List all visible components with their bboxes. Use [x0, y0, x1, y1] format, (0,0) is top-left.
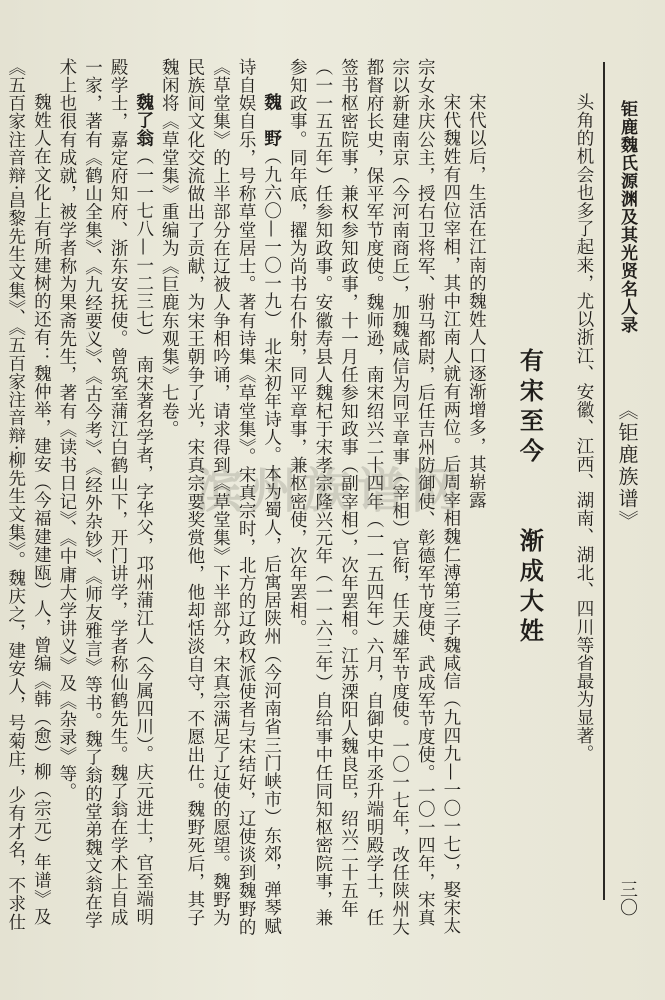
paragraph-text: （一一七八—一二三七） 南宋著名学者，字华父，邛州蒲江人（今属四川）。庆元进士，官至端明殿学士，嘉定府知府、浙东安抚使。曾筑室蒲江白鹤山下，开门讲学，学者称仙鹤先生。魏了翁在学术上自成一家，著有《鹤山全集》、《九经要义》、《古今考》、《经外杂钞》、《师友雅言》等书。魏了翁的堂弟魏文翁在学术上也很有成就，被学者称为果斋先生，著有《读书日记》、《中庸大学讲义》及《杂录》等。: [56, 58, 154, 930]
paragraph-text: （九六〇—一〇一九） 北宋初年诗人。本为蜀人，后寓居陕州（今河南省三门峡市）东郊，弹琴赋诗自娱自乐，号称草堂居士。著有诗集《草堂集》。宋真宗时，北方的辽政权派使者与宋结好，辽使谈到魏野的《草堂集》的上半部分在辽被人争相吟诵，请求得到《草堂集》下半部分，宋真宗满足了辽使的愿望。魏野为民族间文化交流做出了贡献，为宋王朝争了光，宋真宗要奖赏他，他却恬淡自守，不愿出仕。魏野死后，其子魏闲将《草堂集》重编为《巨鹿东观集》七卷。: [159, 58, 282, 937]
person-name: 魏了翁: [133, 93, 154, 148]
paragraph-1: 头角的机会也多了起来，尤以浙江、安徽、江西、湖南、湖北、四川等省最为显著。: [574, 93, 594, 763]
paragraph-3: 宋代魏姓有四位宰相，其中江南人就有两位。后周宰相魏仁溥第三子魏咸信（九四九—一〇一七），娶宋太宗女永庆公主，授右卫将军、驸马都尉，后任吉州防御使、彰德军节度使、武成军节度使。一〇一四年，宋真宗以新建南京（今河南商丘），加魏咸信为同平章事（宰相）官衔，任天雄军节度使。一〇一七年，改任陕州大都督府长史，保平军节度使。魏师逊，南宋绍兴二十四年（一一五四年）六月，自御史中丞升端明殿学士，任签书枢密院事，兼权参知政事，十一月任参知政事（副宰相），次年罢相。江苏溧阳人魏良臣，绍兴二十五年（一一五五年）任参知政事。安徽寿县人魏杞于宋孝宗隆兴元年（一一六三年）自给事中任同知枢密院事，兼参知政事。同年底，擢为尚书右仆射，同平章事，兼枢密使，次年罢相。: [287, 58, 461, 937]
margin-rule: [603, 62, 605, 900]
book-title: 《钜鹿族谱》: [615, 400, 639, 532]
section-title-b: 渐成大姓: [515, 528, 545, 648]
running-header: 钜鹿魏氏源渊及其光贤名人录: [617, 100, 637, 334]
paragraph-6: 魏姓人在文化上有所建树的还有：魏仲举，建安（今福建建瓯）人，曾编《韩（愈）柳（宗元）年谱》及《五百家注音辩·昌黎先生文集》、《五百家注音辩·柳先生文集》。魏庆之，建安人，号菊庄，少有才名，不求仕: [5, 58, 52, 931]
watermark: 滨州族谱网: [194, 463, 465, 519]
paragraph-2: 宋代以后，生活在江南的魏姓人口逐渐增多，其崭露: [466, 93, 487, 510]
section-title-a: 有宋至今: [515, 348, 545, 468]
page-number: 三〇: [617, 880, 638, 916]
person-name: 魏 野: [261, 93, 282, 148]
